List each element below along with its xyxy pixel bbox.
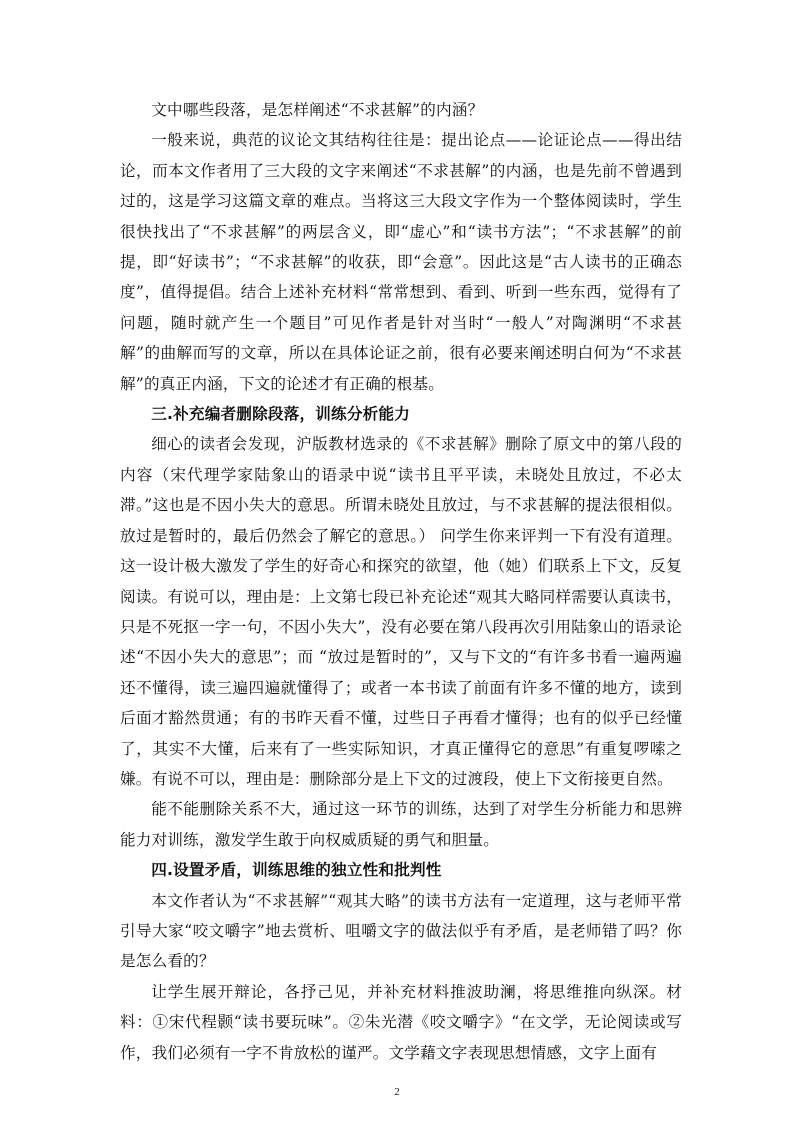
paragraph: 能不能删除关系不大，通过这一环节的训练，达到了对学生分析能力和思辨能力对训练，激发学生敢于向权威质疑的勇气和胆量。 xyxy=(120,800,682,849)
paragraph: 细心的读者会发现，沪版教材选录的《不求甚解》删除了原文中的第八段的内容（宋代理学家陆象山的语录中说“读书且平平读，未晓处且放过，不必太滞。”这也是不因小失大的意思。所谓未晓处且放过，与不求甚解的提法很相似。放过是暂时的，最后仍然会了解它的意思。） 问学生你来评判一下有没有道理。这一设计极大激发了学生的好奇心和探究的欲望，他（她）们联系上下文，反复阅读。有说可以，理由是：上文第七段已补充论述“观其大略同样需要认真读书，只是不死抠一字一句，不因小失大”，没有必要在第八段再次引用陆象山的语录论述“不因小失大的意思”；而 “放过是暂时的”，又与下文的“有许多书看一遍两遍还不懂得，读三遍四遍就懂得了；或者一本书读了前面有许多不懂的地方，读到后面才豁然贯通；有的书昨天看不懂，过些日子再看才懂得；也有的似乎已经懂了，其实不大懂，后来有了一些实际知识，才真正懂得它的意思”有重复啰嗦之嫌。有说不可以，理由是：删除部分是上下文的过渡段，使上下文衔接更自然。 xyxy=(120,435,682,788)
document-body xyxy=(120,95,682,1068)
page-number: 2 xyxy=(394,1086,400,1098)
paragraph: 一般来说，典范的议论文其结构往往是：提出论点——论证论点——得出结论，而本文作者用了三大段的文字来阐述“不求甚解”的内涵，也是先前不曾遇到过的，这是学习这篇文章的难点。当将这三大段文字作为一个整体阅读时，学生很快找出了“不求甚解”的两层含义，即“虚心”和“读书方法”；“不求甚解”的前提，即“好读书”；“不求甚解”的收获，即“会意”。因此这是“古人读书的正确态度”，值得提倡。结合上述补充材料“常常想到、看到、听到一些东西，觉得有了问题，随时就产生一个题目”可见作者是针对当时“一般人”对陶渊明“不求甚解”的曲解而写的文章，所以在具体论证之前，很有必要来阐述明白何为“不求甚解”的真正内涵，下文的论述才有正确的根基。 xyxy=(120,131,682,393)
paragraph: 本文作者认为“不求甚解”“观其大略”的读书方法有一定道理，这与老师平常引导大家“咬文嚼字”地去赏析、咀嚼文字的做法似乎有矛盾，是老师错了吗？你是怎么看的？ xyxy=(120,891,682,971)
paragraph: 文中哪些段落，是怎样阐述“不求甚解”的内涵？ xyxy=(151,101,484,119)
paragraph: 让学生展开辩论，各抒己见，并补充材料推波助澜，将思维推向纵深。材料：①宋代程颢“读书要玩味”。②朱光潜《咬文嚼字》“在文学，无论阅读或写作，我们必须有一字不肯放松的谨严。文学藉文字表现思想情感，文字上面有 xyxy=(120,982,682,1062)
section-heading: 四.设置矛盾，训练思维的独立性和批判性 xyxy=(151,861,442,880)
section-heading: 三.补充编者删除段落，训练分析能力 xyxy=(151,405,411,424)
